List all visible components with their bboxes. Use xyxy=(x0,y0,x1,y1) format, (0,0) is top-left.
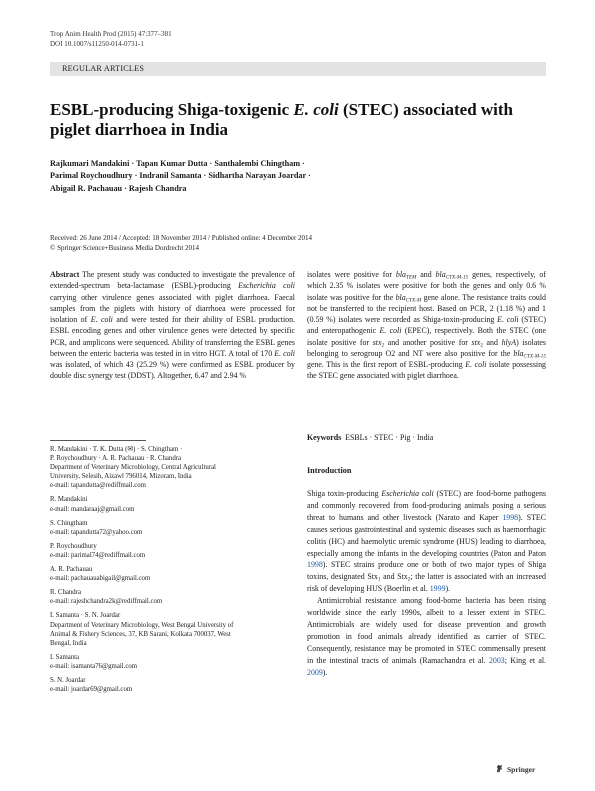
keywords-label: Keywords xyxy=(307,433,342,442)
citation-link[interactable]: 2003 xyxy=(488,655,505,665)
gene-name: bla xyxy=(395,292,406,302)
abstract-continued xyxy=(307,269,546,382)
introduction-body xyxy=(307,488,546,679)
species-name: E. coli xyxy=(465,360,487,369)
contact-name: S. N. Joardar xyxy=(50,676,86,684)
section-label: REGULAR ARTICLES xyxy=(62,64,145,73)
keywords xyxy=(307,432,546,443)
corresponding-email[interactable]: e-mail: tapandutta@rediffmail.com xyxy=(50,482,146,490)
contact-email[interactable]: e-mail: tapandutta72@yahoo.com xyxy=(50,528,143,536)
affiliation-line: Department of Veterinary Microbiology, Central Agricultural xyxy=(50,464,216,472)
body-text: ). STEC causes serious gastrointestinal and systemic diseases such as haemorrhagic colitis (HC) and haemolytic uremic syndrome (HUS) leading to diarrhoea, especially among the infants in the developing countries (Paton and Paton xyxy=(307,512,546,558)
affiliation-line: University, Selesih, Aizawl 796014, Mizoram, India xyxy=(50,473,192,481)
abstract-text: genes, respectively, of which 2.35 % isolates were positive for both the genes and only 0.6 % isolate was positive for the xyxy=(307,270,547,302)
abstract-italic: E. coli xyxy=(274,348,295,358)
abstract-text: carrying other virulence genes associated with piglet diarrhoea. Faecal samples from the piglets with history of diarrhoea were processed for isolation of xyxy=(50,292,295,324)
author-line: Abigail R. Pachauau · Rajesh Chandra xyxy=(50,183,187,193)
abstract-text: and xyxy=(416,270,436,279)
section-heading-introduction: Introduction xyxy=(307,466,352,475)
contact-name: R. Chandra xyxy=(50,589,81,597)
affiliation-line: R. Mandakini · T. K. Dutta (✉) · S. Chingtham · xyxy=(50,446,183,453)
abstract-text: was isolated, of which 43 (25.29 %) were confirmed as ESBL producer by double disc synergy test (DDST). Altogether, 6.47 and 2.94 % xyxy=(50,360,295,381)
gene-name: hlyA xyxy=(501,337,517,347)
author-list xyxy=(50,158,546,195)
affiliation-line: P. Roychoudhury · A. R. Pachauau · R. Chandra xyxy=(50,455,182,463)
gene-name: bla xyxy=(513,348,524,358)
gene-subscript: TEM xyxy=(405,274,417,281)
contact-email[interactable]: e-mail: joardar69@gmail.com xyxy=(50,686,133,694)
abstract-text: (STEC) and enteropathogenic xyxy=(307,315,546,336)
body-text: ). xyxy=(322,667,328,677)
species-name: Escherichia coli xyxy=(381,489,434,498)
gene-name: bla xyxy=(435,270,446,279)
gene-subscript: 2 xyxy=(381,342,385,348)
body-text: and Stx xyxy=(380,572,408,582)
body-text: Shiga toxin-producing xyxy=(307,489,382,498)
section-banner xyxy=(50,62,546,76)
journal-citation: Trop Anim Health Prod (2015) 47:377–381 xyxy=(50,30,172,38)
abstract-text: The present study was conducted to investigate the prevalence of extended-spectrum beta-lactamase (ESBL)-producing xyxy=(50,270,295,291)
doi: DOI 10.1007/s11250-014-0731-1 xyxy=(50,39,144,48)
affiliation-line: Animal & Fishery Sciences, 37, KB Sarani, Kolkata 700037, West xyxy=(50,630,231,638)
publisher-name: Springer xyxy=(507,765,536,774)
contact-name: R. Mandakini xyxy=(50,496,88,504)
body-text: ; the latter is associated with an increased risk of developing HUS (Boerlin et al. xyxy=(307,572,546,594)
abstract-text: and xyxy=(482,337,502,347)
citation-link[interactable]: 1998 xyxy=(502,512,519,522)
history-line: Received: 26 June 2014 / Accepted: 18 November 2014 / Published online: 4 December 2014 xyxy=(50,234,313,242)
author-line: Parimal Roychoudhury · Indranil Samanta · Sidhartha Narayan Joardar · xyxy=(50,171,311,181)
citation-link[interactable]: 1998 xyxy=(307,560,323,570)
citation-link[interactable]: 2009 xyxy=(307,667,323,677)
abstract-text: and another positive for xyxy=(384,337,472,347)
species-name: E. coli xyxy=(379,326,402,336)
abstract-italic: E. coli xyxy=(90,315,113,324)
publisher-logo xyxy=(495,764,535,774)
body-text: ). xyxy=(445,584,451,594)
gene-subscript: 2 xyxy=(480,342,483,348)
contact-email[interactable]: e-mail: rajeshchandra2k@rediffmail.com xyxy=(50,598,163,606)
title-italic: E. coli xyxy=(293,100,339,119)
copyright-line: © Springer Science+Business Media Dordrecht 2014 xyxy=(50,243,200,252)
abstract-text: ) isolates belonging to serogroup O2 and NT were also positive for the xyxy=(307,337,547,358)
running-header xyxy=(50,30,172,49)
subscript: 1 xyxy=(377,576,381,583)
abstract-text: gene. This is the first report of ESBL-producing xyxy=(307,360,466,369)
gene-name: bla xyxy=(395,270,406,279)
intro-paragraph-1 xyxy=(307,488,546,595)
footnote-divider xyxy=(50,440,146,441)
publication-dates xyxy=(50,234,546,253)
body-text: ). STEC strains produce one or both of two major types of Shiga toxins, designated Stx xyxy=(307,560,546,582)
contact-name: P. Roychoudhury xyxy=(50,542,97,550)
subscript: 2 xyxy=(407,576,411,583)
contact-name: I. Samanta xyxy=(50,653,80,661)
abstract-label: Abstract xyxy=(50,270,80,279)
gene-subscript: CTX-M-15 xyxy=(445,274,469,281)
author-line: Rajkumari Mandakini · Tapan Kumar Dutta · Santhalembi Chingtham · xyxy=(50,159,305,168)
contact-email[interactable]: e-mail: isamanta76@gmail.com xyxy=(50,662,138,670)
abstract-text: and were tested for their ability of ESBL production. ESBL encoding genes and other virulence genes were detected by specific PCR, and amplicons were sequenced. Ability of transferring the ESBL genes between the enteric bacteria was tested in in vitro HGT. A total of 170 xyxy=(50,315,295,358)
affiliations xyxy=(50,445,295,694)
gene-name: stx xyxy=(372,337,382,347)
affiliation-line: Department of Veterinary Microbiology, West Bengal University of xyxy=(50,621,234,629)
contact-name: S. Chingtham xyxy=(50,519,88,527)
contact-name: A. R. Pachauau xyxy=(50,566,93,574)
title-part: (STEC) associated with piglet diarrhoea in India xyxy=(50,100,514,139)
gene-subscript: CTX-M-15 xyxy=(523,353,546,360)
title-part: ESBL-producing Shiga-toxigenic xyxy=(50,100,294,119)
body-text: Antimicrobial resistance among food-borne bacteria has been rising worldwide since the early 1990s, albeit to a lesser extent in STEC. Antimicrobials are widely used for disease prevention and growth promotion in food animals already identified as carrier of STEC. Consequently, resistance may be promoted in STEC commensally present in the intestinal tracts of animals (Ramachandra et al. xyxy=(307,596,546,665)
abstract-text: isolates were positive for xyxy=(307,270,396,279)
body-text: ; King et al. xyxy=(504,655,546,665)
intro-paragraph-2 xyxy=(307,595,546,678)
contact-email[interactable]: e-mail: mandaraaj@gmail.com xyxy=(50,505,135,513)
gene-subscript: CTX-M xyxy=(405,297,422,303)
species-name: E. coli xyxy=(497,315,519,324)
keywords-text: ESBLs · STEC · Pig · India xyxy=(345,433,434,442)
gene-name: stx xyxy=(471,337,481,347)
contact-email[interactable]: e-mail: pachauauabigail@gmail.com xyxy=(50,575,151,583)
abstract xyxy=(50,269,295,382)
abstract-text: (EPEC), respectively. Both the STEC (one isolate positive for xyxy=(307,326,547,347)
contact-email[interactable]: e-mail: parimal74@rediffmail.com xyxy=(50,551,146,559)
abstract-text: gene alone. The resistance traits could not be transferred to the recipient host. Based on PCR, 2 (1.18 %) and 1 (0.59 %) isolates were recorded as Shiga-toxin-producing xyxy=(307,292,546,324)
affiliation-line: Bengal, India xyxy=(50,639,87,647)
abstract-italic: Escherichia coli xyxy=(238,281,295,291)
affiliation-line: I. Samanta · S. N. Joardar xyxy=(50,612,121,620)
article-title xyxy=(50,100,546,140)
citation-link[interactable]: 1999 xyxy=(429,584,446,594)
springer-horse-icon xyxy=(495,764,504,773)
body-text: (STEC) are food-borne pathogens and commonly recovered from food-producing animals posing a serious threat to humans and other livestock (Narato and Kaper xyxy=(307,489,546,522)
abstract-text: isolate possessing the STEC gene associated with piglet diarrhoea. xyxy=(307,360,546,381)
